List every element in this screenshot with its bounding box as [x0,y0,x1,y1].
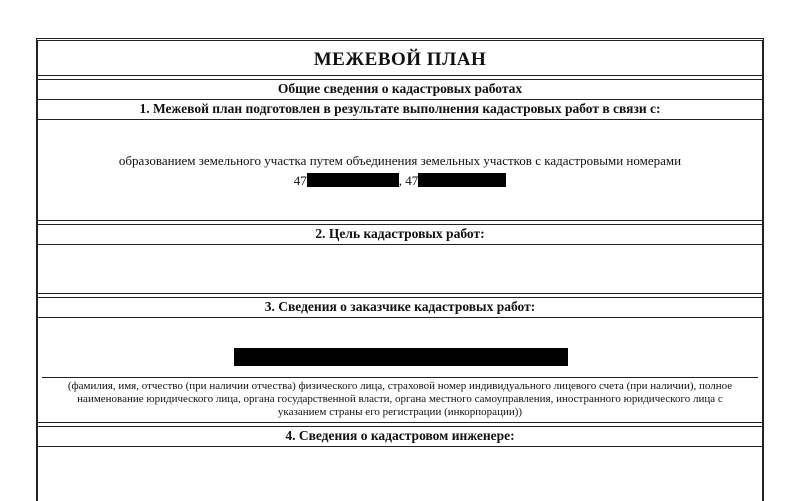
number2-prefix: 47 [405,173,419,188]
number1-prefix: 47 [293,173,307,188]
document-title: МЕЖЕВОЙ ПЛАН [313,49,487,70]
divider [38,220,762,225]
redacted-block [418,173,506,187]
divider [38,446,762,447]
section4-heading: 4. Сведения о кадастровом инженере: [285,428,515,443]
document-frame [36,38,764,501]
divider [38,99,762,100]
divider [38,293,762,298]
redacted-customer [234,348,568,366]
divider [38,422,762,427]
divider [38,244,762,245]
section3-heading: 3. Сведения о заказчике кадастровых работ: [264,299,536,314]
underline [42,377,758,378]
divider [38,317,762,318]
separator: , [398,173,406,188]
divider [38,119,762,120]
redacted-block [307,173,399,187]
divider [38,75,762,80]
section2-heading: 2. Цель кадастровых работ: [315,226,485,241]
section3-caption: (фамилия, имя, отчество (при наличии отчества) физического лица, страховой номер индивидуального лицевого счета (при наличии), полное наименование юридического лица, органа государственной власти, органа местного самоуправления, иностранного юридического лица с указанием страны его регистрации (инкорпорации)) [67,380,733,418]
cadastral-numbers [38,173,762,189]
section1-text: образованием земельного участка путем объединения земельных участков с кадастровыми номерами [118,153,682,168]
section1-heading: 1. Межевой план подготовлен в результате выполнения кадастровых работ в связи с: [139,101,661,116]
general-heading: Общие сведения о кадастровых работах [277,81,523,96]
